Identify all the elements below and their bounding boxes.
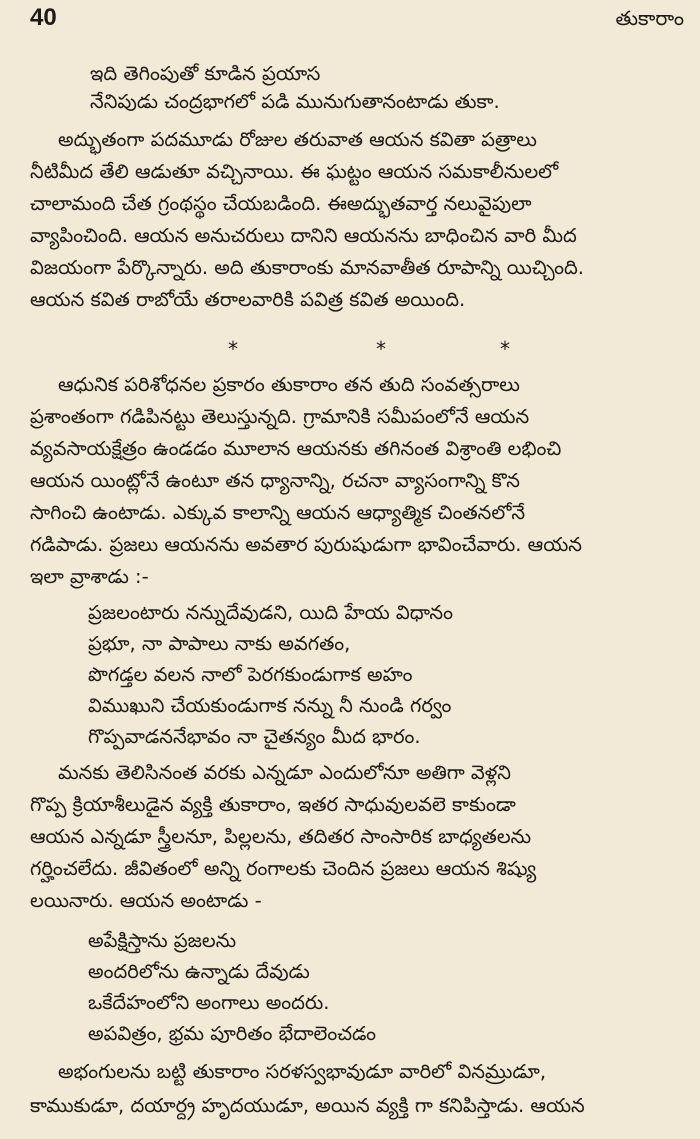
verse-line: ఒకేదేహంలోని అంగాలు అందరు. — [88, 991, 330, 1014]
running-title: తుకారాం — [615, 6, 684, 30]
paragraph-line: మనకు తెలిసినంత వరకు ఎన్నడూ ఎందులోనూ అతిగా వెళ్లని — [58, 761, 511, 784]
verse-line: నేనిపుడు చంద్రభాగలో పడి మునుగుతానంటాడు తుకా. — [90, 90, 500, 113]
separator-star: * — [500, 337, 510, 361]
paragraph-line: గొప్ప క్రియాశీలుడైన వ్యక్తి తుకారాం, ఇతర సాధువులవలె కాకుండా — [30, 793, 516, 816]
paragraph-line: ఆయన ఎన్నడూ స్త్రీలనూ, పిల్లలను, తదితర సాంసారిక బాధ్యతలను — [30, 825, 532, 848]
paragraph-line: వ్యాపించింది. ఆయన అనుచరులు దానిని ఆయనను బాధించిన వారి మీద — [30, 224, 577, 247]
paragraph-line: చాలామంది చేత గ్రంథస్థం చేయబడింది. ఈఅద్భుతవార్త నలువైపులా — [30, 192, 532, 215]
paragraph-line: వ్యవసాయక్షేత్రం ఉండడం మూలాన ఆయనకు తగినంత విశ్రాంతి లభించి — [30, 437, 562, 460]
verse-line: అందరిలోను ఉన్నాడు దేవుడు — [88, 960, 310, 983]
paragraph-line: ఆయన కవిత రాబోయే తరాలవారికి పవిత్ర కవిత అయింది. — [30, 288, 466, 311]
verse-line: ఇది తెగింపుతో కూడిన ప్రయాస — [90, 62, 321, 85]
paragraph-line: ఇలా వ్రాశాడు :- — [30, 565, 149, 588]
paragraph-line: ఆధునిక పరిశోధనల ప్రకారం తుకారాం తన తుది సంవత్సరాలు — [58, 373, 520, 396]
paragraph-line: సాగించి ఉంటాడు. ఎక్కువ కాలాన్ని ఆయన ఆధ్యాత్మిక చింతనలోనే — [30, 501, 526, 524]
paragraph-line: గడిపాడు. ప్రజలు ఆయనను అవతార పురుషుడుగా భావించేవారు. ఆయన — [30, 533, 582, 556]
paragraph-line: నీటిమీద తేలి ఆడుతూ వచ్చినాయి. ఈ ఘట్టం ఆయన సమకాలీనులలో — [30, 160, 559, 183]
verse-line: అపవిత్రం, భ్రమ పూరితం భేదాలెంచడం — [88, 1022, 377, 1045]
paragraph-line: అభంగులను బట్టి తుకారాం సరళస్వభావుడూ వారిలో వినమ్రుడూ, — [58, 1060, 547, 1083]
verse-line: అపేక్షిస్తాను ప్రజలను — [88, 929, 237, 952]
verse-line: పొగడ్తల వలన నాలో పెరగకుండుగాక అహం — [88, 663, 413, 686]
separator-star: * — [228, 337, 238, 361]
verse-line: విముఖుని చేయకుండుగాక నన్ను నీ నుండి గర్వం — [88, 694, 452, 717]
paragraph-line: అద్భుతంగా పదమూడు రోజుల తరువాత ఆయన కవితా పత్రాలు — [58, 128, 537, 151]
paragraph-line: లయినారు. ఆయన అంటాడు - — [30, 889, 262, 912]
page-number: 40 — [30, 4, 57, 31]
verse-line: ప్రభూ, నా పాపాలు నాకు అవగతం, — [88, 632, 351, 655]
separator-star: * — [376, 337, 386, 361]
paragraph-line: విజయంగా పేర్కొన్నారు. అది తుకారాంకు మానవాతీత రూపాన్ని యిచ్చింది. — [30, 256, 584, 279]
paragraph-line: గర్హించలేదు. జీవితంలో అన్ని రంగాలకు చెందిన ప్రజలు ఆయన శిష్యు — [30, 857, 537, 880]
paragraph-line: ఆయన యింట్లోనే ఉంటూ తన ధ్యానాన్ని, రచనా వ్యాసంగాన్ని కొన — [30, 469, 520, 492]
paragraph-line: ప్రశాంతంగా గడిపినట్టు తెలుస్తున్నది. గ్రామానికి సమీపంలోనే ఆయన — [30, 405, 530, 428]
paragraph-line: కాముకుడూ, దయార్ద్ర హృదయుడూ, అయిన వ్యక్తి గా కనిపిస్తాడు. ఆయన — [30, 1094, 585, 1117]
verse-line: గొప్పవాడననేభావం నా చైతన్యం మీద భారం. — [88, 725, 421, 748]
verse-line: ప్రజలంటారు నన్నుదేవుడని, యిది హేయ విధానం — [88, 601, 453, 624]
